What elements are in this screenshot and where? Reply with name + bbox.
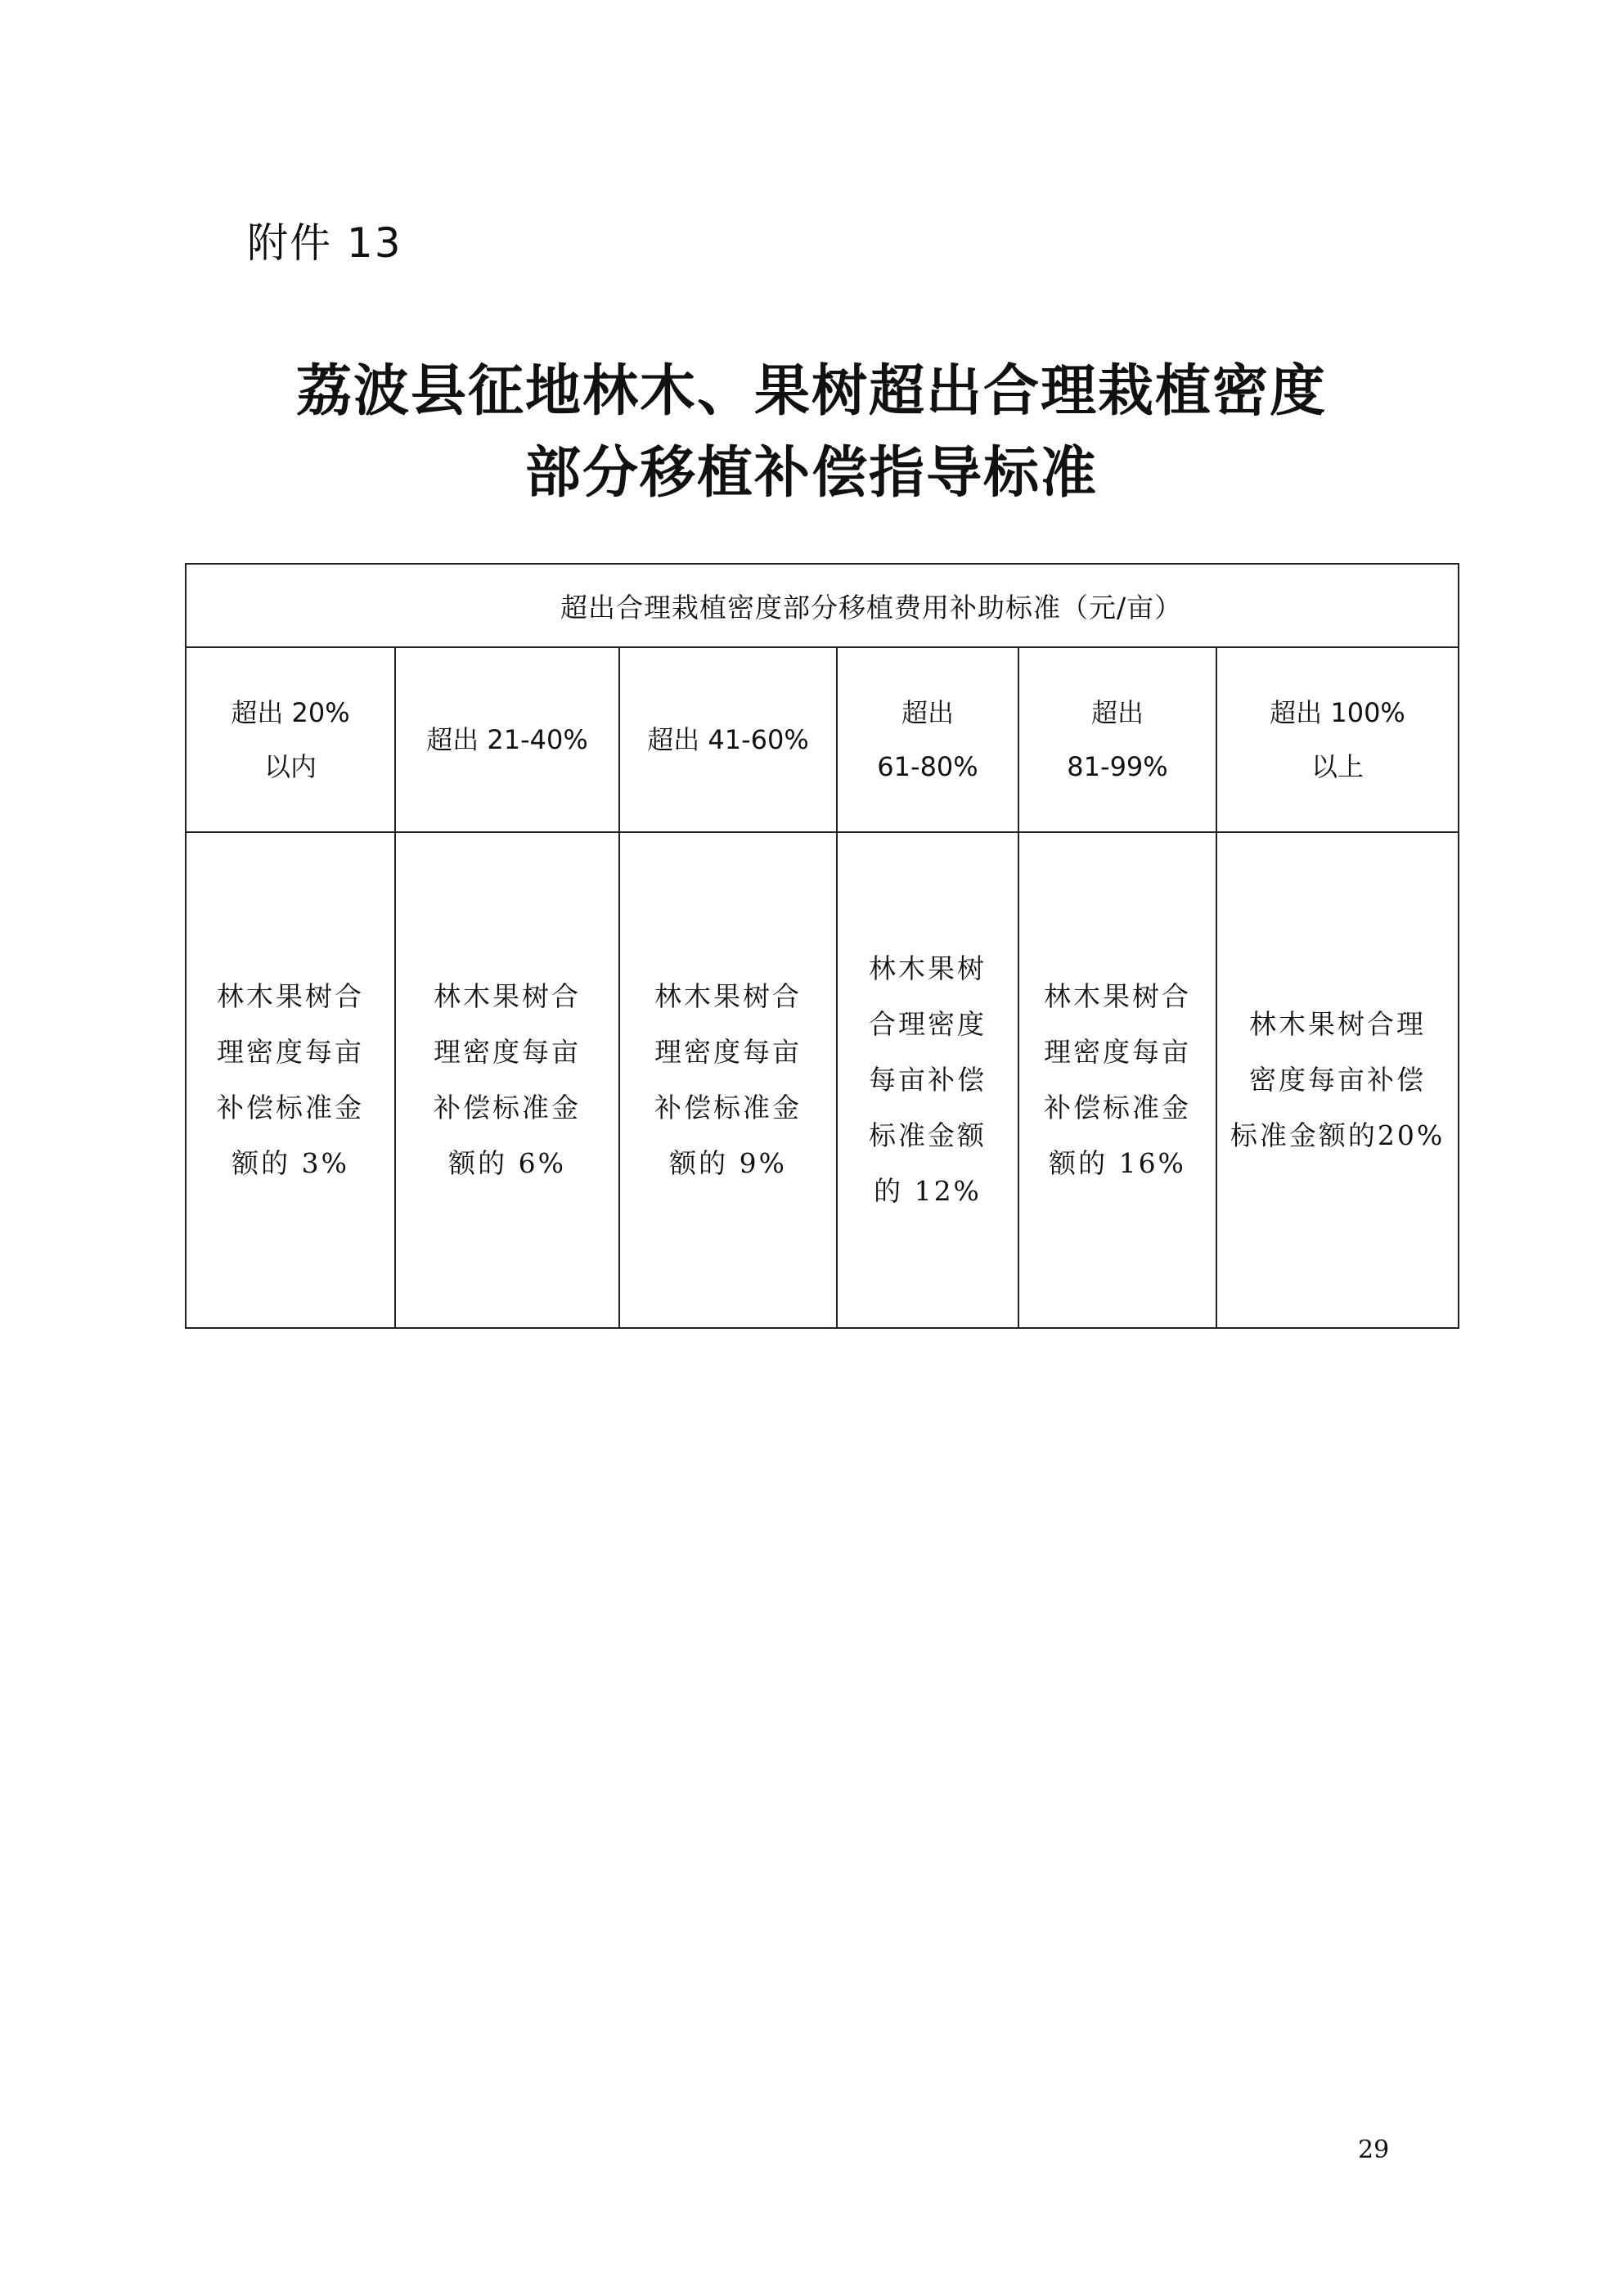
table-header-row	[186, 564, 1459, 647]
value-row	[186, 832, 1459, 1328]
value-text: 林木果树 合理密度 每亩补偿 标准金额 的 12%	[869, 952, 987, 1207]
value-text: 林木果树合 理密度每亩 补偿标准金 额的 6%	[434, 980, 581, 1179]
range-cell	[1216, 647, 1459, 832]
range-cell	[837, 647, 1018, 832]
range-cell	[619, 647, 837, 832]
value-cell	[1018, 832, 1216, 1328]
range-cell	[395, 647, 619, 832]
attachment-label: 附件 13	[247, 219, 402, 267]
range-label: 超出 61-80%	[877, 697, 978, 782]
range-cell	[1018, 647, 1216, 832]
value-text: 林木果树合理 密度每亩补偿 标准金额的20%	[1230, 1008, 1445, 1151]
range-label: 超出 81-99%	[1067, 697, 1168, 782]
range-row	[186, 647, 1459, 832]
range-label: 超出 20% 以内	[231, 697, 350, 782]
value-cell	[395, 832, 619, 1328]
table-header-text: 超出合理栽植密度部分移植费用补助标准（元/亩）	[560, 591, 1183, 624]
value-cell	[1216, 832, 1459, 1328]
value-text: 林木果树合 理密度每亩 补偿标准金 额的 16%	[1044, 980, 1191, 1179]
range-label: 超出 100% 以上	[1270, 697, 1405, 782]
value-cell	[837, 832, 1018, 1328]
compensation-standard-table	[185, 563, 1459, 1329]
table-header-cell	[186, 564, 1459, 647]
page-number: 29	[1358, 2136, 1390, 2164]
value-text: 林木果树合 理密度每亩 补偿标准金 额的 9%	[654, 980, 802, 1179]
value-cell	[619, 832, 837, 1328]
range-cell	[186, 647, 395, 832]
value-cell	[186, 832, 395, 1328]
document-title-line-1: 荔波县征地林木、果树超出合理栽植密度	[295, 358, 1327, 424]
range-label: 超出 41-60%	[647, 724, 809, 755]
range-label: 超出 21-40%	[426, 724, 588, 755]
document-title-line-2: 部分移植补偿指导标准	[524, 440, 1098, 506]
value-text: 林木果树合 理密度每亩 补偿标准金 额的 3%	[217, 980, 364, 1179]
